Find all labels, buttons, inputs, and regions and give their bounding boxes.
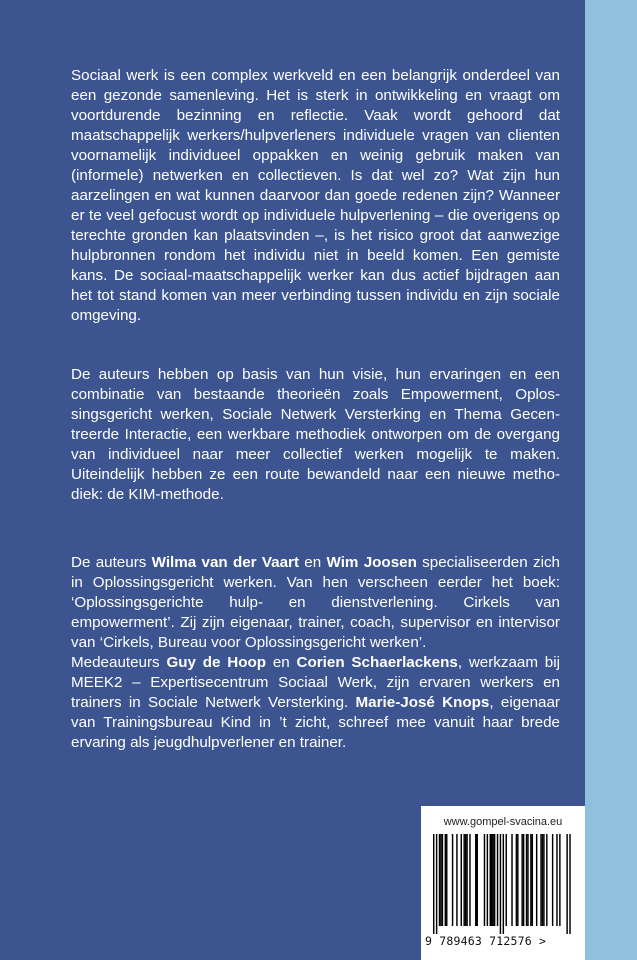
barcode-bar [503,834,504,934]
barcode-bar [516,834,517,926]
publisher-url: www.gompel-svacina.eu [443,816,563,828]
barcode-bar [469,834,470,926]
barcode-bar [540,834,541,926]
barcode-bar [543,834,544,926]
barcode-bar [497,834,498,926]
barcode-bar [556,834,557,926]
barcode-bar [433,834,434,934]
barcode-bar [536,834,537,926]
barcode-bar [559,834,560,926]
barcode-bar [521,834,522,926]
barcode-bar [439,834,440,926]
barcode-bar [523,834,524,926]
authors-paragraph [71,553,560,753]
authors-text: , werkzaam bij MEEK2 – Expertisecentrum Sociaal Werk, zijn ervaren werkers en trainers in Sociale Netwerk Versterking. [71,654,560,711]
author-name: Marie-José Knops [355,694,490,711]
barcode-bar [530,834,531,926]
blurb-paragraph-1: Sociaal werk is een complex werkveld en een belangrijk onderdeel van een gezonde samenleving. Het is sterk in ontwikkeling en vraagt om voortdurende bezinning en reflectie. Vaak wordt gehoord dat maatschappelijk werkers/hulpverleners individuele vragen van clienten voornamelijk individueel oppakken en weinig gebruik maken van (informele) netwerken en collectieven. Is dat wel zo? Wat zijn hun aarzelingen en wat kunnen daarvoor dan goede redenen zijn? Wanneer er te veel gefocust wordt op individuele hulpverlening – die overigens op terechte gronden kan plaatsvinden –, is het risico groot dat aanwezige hulpbronnen rondom het individu niet in beeld komen. Een gemiste kans. De sociaal-maatschappelijk werker kan dus actief bijdragen aan het tot stand komen van meer verbinding tussen individu en zijn sociale omgeving. [71,67,560,324]
barcode-bar [492,834,493,926]
author-name: Corien Schaerlackens [296,654,458,671]
authors-text: , eigenaar van Trainingsbureau Kind in ’t zicht, schreef mee vanuit haar brede ervaring als jeugdhulpverlener en trainer. [71,694,560,751]
blurb-paragraph-2: De auteurs hebben op basis van hun visie, hun ervaringen en een combinatie van bestaande theorieën zoals Empowerment, Oplossingsgericht werken, Sociale Netwerk Versterking en Thema Gecentreerde Interactie, een werkbare methodiek ontworpen om de overgang van individueel naar meer collectief werken mogelijk te maken. Uiteindelijk hebben ze een route bewandeld naar een nieuwe methodiek: de KIM-methode. [71,366,560,503]
barcode-bar [436,834,437,934]
barcode-bar [465,834,466,926]
barcode-bar [477,834,478,926]
barcode-bar [552,834,553,926]
barcode-bar [490,834,491,926]
barcode-bar [445,834,446,926]
author-name: Guy de Hoop [166,654,267,671]
barcode-bar [526,834,527,926]
authors-text: specialiseerden zich in Oplossingsgericht werken. Van hen verscheen eerder het boek: ‘Oplossingsgerichte hulp- en dienstverlening. Cirkels van empowerment’. Zij zijn eigenaar, trainer, coach, supervisor en intervisor van ‘Cirkels, Bureau voor Oplossingsgericht werken’. [71,554,560,651]
barcode-bar [463,834,464,926]
barcode-bar [542,834,543,926]
barcode-bar [452,834,453,926]
barcode-bar [532,834,533,926]
barcode-bar [440,834,441,926]
isbn-digits: 9 789463 712576 > [425,934,547,948]
isbn-barcode [427,834,579,936]
barcode-bar [500,834,501,934]
barcode-bar [491,834,492,926]
barcode-bar [461,834,462,926]
cover-spine-strip [585,0,637,960]
author-name: Wim Joosen [326,554,417,571]
authors-text: en [266,654,297,671]
isbn-barcode-panel [421,806,585,960]
barcode-bar [527,834,528,926]
barcode-bar [487,834,488,926]
barcode-bar [569,834,570,934]
barcode-bar [442,834,443,926]
barcode-bar [546,834,547,926]
author-name: Wilma van der Vaart [151,554,300,571]
barcode-bar [484,834,485,926]
barcode-bar [517,834,518,926]
barcode-bar [506,834,507,926]
authors-text: De auteurs [71,554,152,571]
authors-text: en [299,554,327,571]
barcode-bar [566,834,567,934]
barcode-bar [511,834,512,926]
barcode-bar [446,834,447,926]
barcode-bar [456,834,457,926]
barcode-bar [494,834,495,926]
barcode-bar [475,834,476,926]
authors-text: Medeauteurs [71,654,167,671]
barcode-bar [466,834,467,926]
